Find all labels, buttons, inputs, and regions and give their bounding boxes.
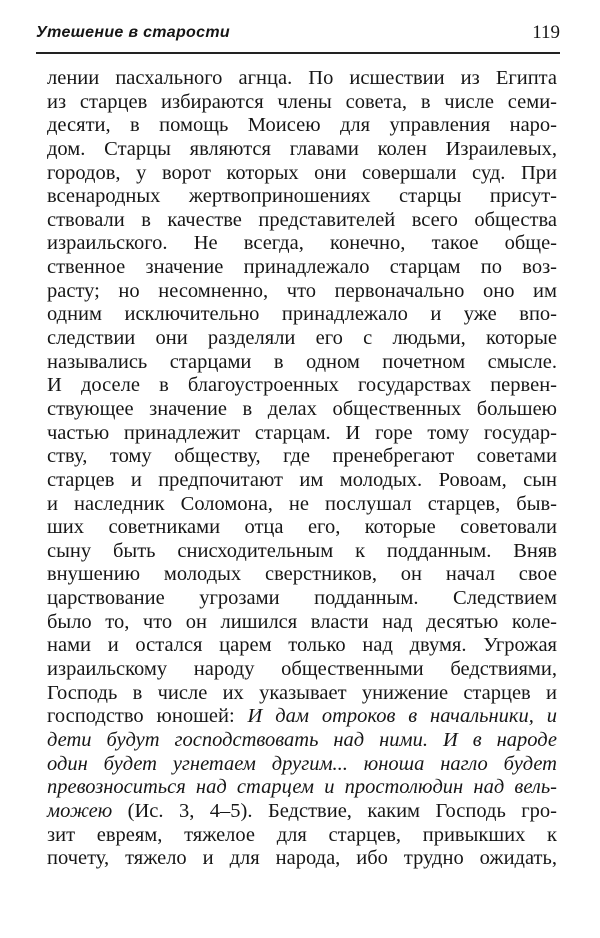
text-line [47,162,557,186]
text-line [47,753,557,777]
text-line [47,280,557,304]
text-segment: расту; но несомненно, что первоначально оно им [47,279,557,302]
page-number: 119 [532,22,560,43]
text-segment: всенародных жертвоприношениях старцы присут- [47,185,557,208]
text-segment: десяти, в помощь Моисею для управления наро- [47,114,557,137]
text-line [47,776,557,800]
text-line [47,705,557,729]
text-segment: частью принадлежит старцам. И горе тому государ- [47,421,557,444]
text-line [47,422,557,446]
text-segment: израильскому народу общественными бедствиями, [47,658,557,681]
text-segment: ствующее значение в делах общественных большею [47,397,557,420]
italic-quote-segment: превозноситься над старцем и простолюдин над вель- [47,776,557,799]
text-line [47,800,557,824]
text-segment: назывались старцами в одном почетном смысле. [47,350,557,373]
text-segment: ственное значение принадлежало старцам по воз- [47,256,557,279]
text-segment: и наследник Соломона, не послушал старцев, быв- [47,492,557,515]
italic-quote-segment: один будет угнетаем другим... юноша нагло будет [47,752,557,775]
running-title: Утешение в старости [36,24,230,41]
text-line [47,114,557,138]
text-segment: старцев и предпочитают им молодых. Ровоам, сын [47,468,557,491]
text-line [47,351,557,375]
text-line [47,516,557,540]
text-segment: господство юношей: [47,705,248,728]
text-segment: городов, у ворот которых они совершали суд. При [47,161,557,184]
text-segment: лении пасхального агнца. По исшествии из Египта [47,67,557,89]
text-line [47,493,557,517]
text-segment: ших советниками отца его, которые советовали [47,516,557,539]
text-line [47,374,557,398]
text-line [47,540,557,564]
text-line [47,232,557,256]
text-segment: одним исключительно принадлежало и уже впо- [47,303,557,326]
text-line [47,256,557,280]
text-segment: сыну быть снисходительным к подданным. Вняв [47,539,557,562]
text-segment: внушению молодых сверстников, он начал свое [47,563,557,586]
text-segment: зит евреям, тяжелое для старцев, привыкших к [47,823,557,846]
text-line [47,658,557,682]
text-segment: было то, что он лишился власти над десятью коле- [47,610,557,633]
text-segment: нами и остался царем только над двумя. Угрожая [47,634,557,657]
text-line [47,303,557,327]
italic-quote-segment: можею [47,799,113,822]
text-line [47,824,557,848]
text-segment: почету, тяжело и для народа, ибо трудно ожидать, [47,847,557,870]
text-line [47,445,557,469]
text-line [47,611,557,635]
text-line [47,138,557,162]
italic-quote-segment: дети будут господствовать над ними. И в народе [47,728,557,751]
text-line [47,563,557,587]
text-line [47,67,557,91]
text-segment: ству, тому обществу, где пренебрегают советами [47,445,557,468]
text-segment: (Ис. 3, 4–5). Бедствие, каким Господь гро- [112,799,557,822]
text-segment: И доселе в благоустроенных государствах первен- [47,374,557,397]
text-segment: Господь в числе их указывает унижение старцев и [47,681,557,704]
text-line [47,847,557,871]
text-line [47,398,557,422]
text-line [47,729,557,753]
text-line [47,469,557,493]
text-line [47,327,557,351]
text-segment: израильского. Не всегда, конечно, такое обще- [47,232,557,255]
text-segment: дом. Старцы являются главами колен Израилевых, [47,137,557,160]
text-segment: из старцев избираются члены совета, в числе семи- [47,90,557,113]
text-line [47,587,557,611]
text-segment: царствование угрозами подданным. Следствием [47,587,557,610]
text-line [47,682,557,706]
text-line [47,185,557,209]
text-line [47,91,557,115]
italic-quote-segment: И дам отроков в начальники, и [247,705,557,728]
body-text [47,67,557,871]
text-line [47,209,557,233]
text-segment: ствовали в качестве представителей всего общества [47,208,557,231]
text-segment: следствии они разделяли его с людьми, которые [47,327,557,350]
running-head [36,22,560,54]
text-line [47,634,557,658]
